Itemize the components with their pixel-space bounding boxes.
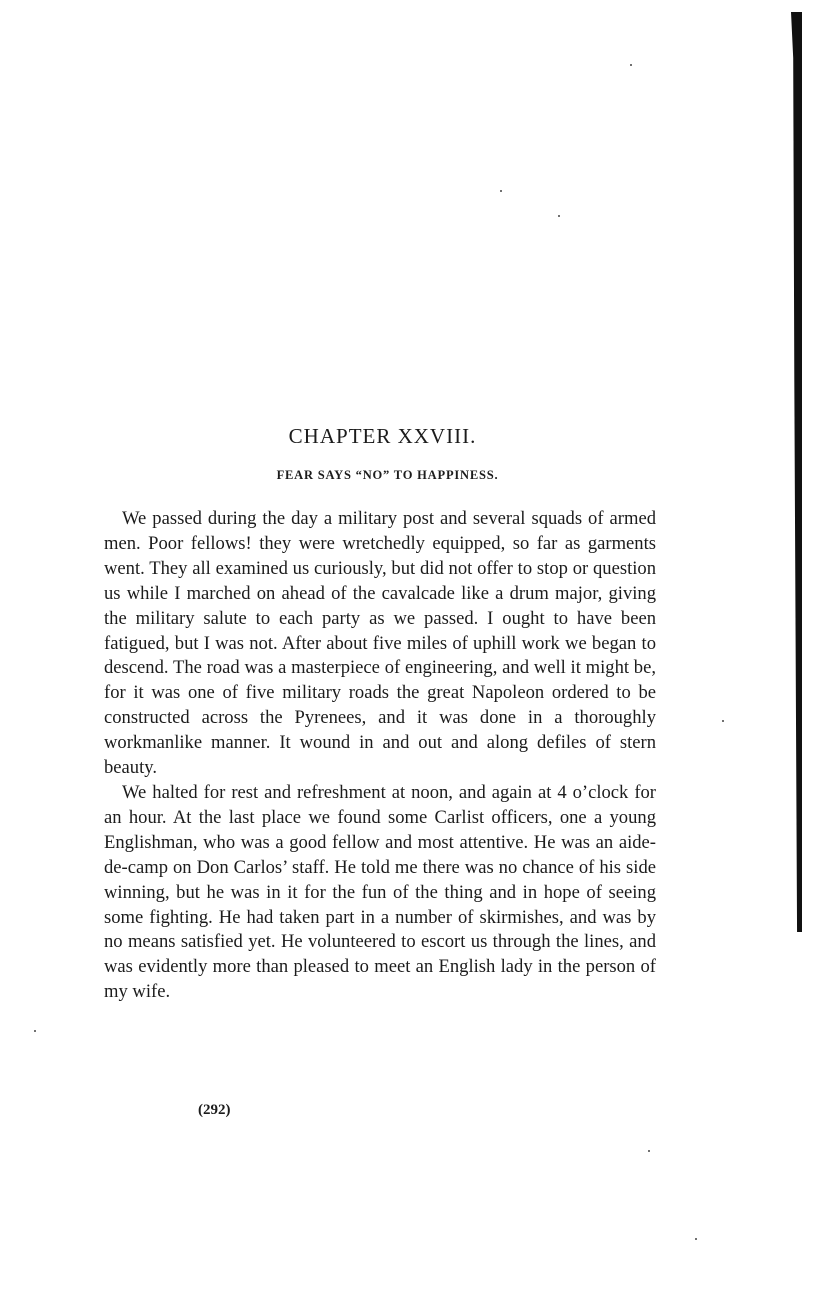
chapter-title: CHAPTER XXVIII. xyxy=(288,424,477,448)
page-binding-edge xyxy=(791,12,802,932)
page-number: (292) xyxy=(198,1102,231,1118)
paragraph: We halted for rest and refreshment at noon, and again at 4 o’clock for an hour. At the last place we found some Carlist officers, one a young Englishman, who was a good fellow and most attentive. He was an aide-de-camp on Don Carlos’ staff. He told me there was no chance of his side winning, but he was in it for the fun of the thing and in hope of seeing some fighting. He had taken part in a number of skirmishes, and was by no means satisfied yet. He volunteered to escort us through the lines, and was evidently more than pleased to meet an English lady in the person of my wife. xyxy=(104,781,656,1003)
scan-speck xyxy=(500,190,502,192)
scan-speck xyxy=(695,1238,697,1240)
scan-speck xyxy=(558,215,560,217)
scan-speck xyxy=(722,720,724,722)
scan-speck xyxy=(34,1030,36,1032)
body-text xyxy=(104,507,656,1005)
scan-speck xyxy=(630,64,632,66)
chapter-subtitle: FEAR SAYS “NO” TO HAPPINESS. xyxy=(276,468,499,482)
scan-speck xyxy=(648,1150,650,1152)
paragraph: We passed during the day a military post and several squads of armed men. Poor fellows! they were wretchedly equipped, so far as garments went. They all examined us curiously, but did not offer to stop or question us while I marched on ahead of the cavalcade like a drum major, giving the military salute to each party as we passed. I ought to have been fatigued, but I was not. After about five miles of uphill work we began to descend. The road was a masterpiece of engineering, and well it might be, for it was one of five military roads the great Napoleon ordered to be constructed across the Pyrenees, and it was done in a thoroughly workmanlike manner. It wound in and out and along defiles of stern beauty. xyxy=(104,508,656,779)
